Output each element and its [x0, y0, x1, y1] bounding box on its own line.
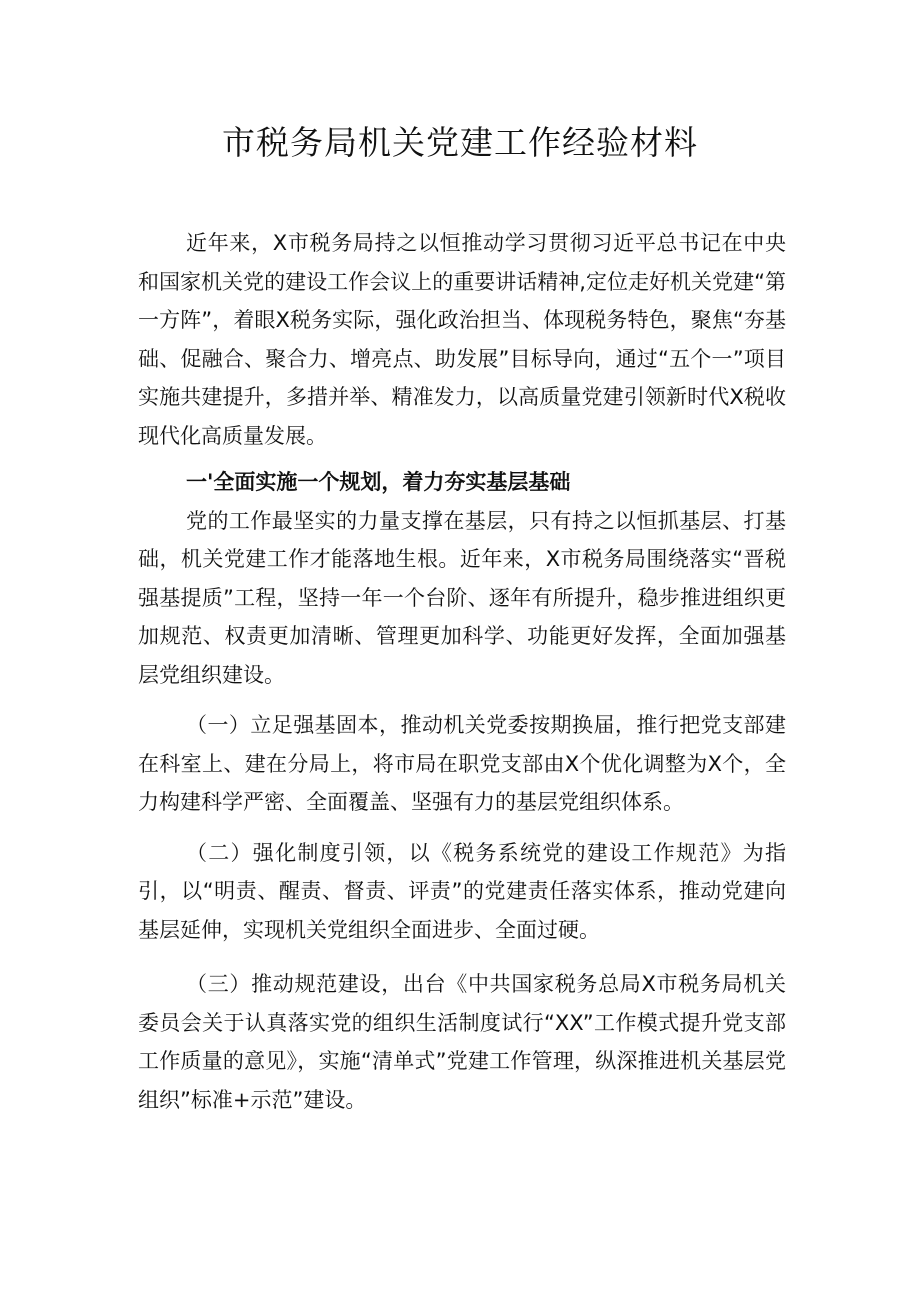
- item-paragraph-3: （三）推动规范建设，出台《中共国家税务总局X市税务局机关委员会关于认真落实党的组织生活制度试行“XX”工作模式提升党支部工作质量的意见》，实施“清单式”党建工作管理，纵深推进机关基层党组织”标准+示范”建设。: [138, 972, 786, 1112]
- section-heading: 一'全面实施一个规划，着力夯实基层基础: [186, 470, 571, 494]
- item-paragraph-2: （二）强化制度引领，以《税务系统党的建设工作规范》为指引，以“明责、醒责、督责、评责”的党建责任落实体系，推动党建向基层延伸，实现机关党组织全面进步、全面过硬。: [138, 840, 786, 942]
- intro-paragraph: 近年来，X市税务局持之以恒推动学习贯彻习近平总书记在中央和国家机关党的建设工作会议上的重要讲话精神,定位走好机关党建“第一方阵”，着眼X税务实际，强化政治担当、体现税务特色，聚焦“夯基础、促融合、聚合力、增亮点、助发展”目标导向，通过“五个一”项目实施共建提升，多措并举、精准发力，以高质量党建引领新时代X税收现代化高质量发展。: [138, 231, 786, 448]
- document-body: [138, 224, 786, 1119]
- item-paragraph-1: （一）立足强基固本，推动机关党委按期换届，推行把党支部建在科室上、建在分局上，将市局在职党支部由X个优化调整为X个，全力构建科学严密、全面覆盖、坚强有力的基层党组织体系。: [138, 713, 786, 814]
- page-title: 市税务局机关党建工作经验材料: [222, 123, 698, 162]
- section-paragraph: 党的工作最坚实的力量支撑在基层，只有持之以恒抓基层、打基础，机关党建工作才能落地生根。近年来，X市税务局围绕落实“晋税强基提质”工程，坚持一年一个台阶、逐年有所提升，稳步推进组织更加规范、权责更加清晰、管理更加科学、功能更好发挥，全面加强基层党组织建设。: [138, 508, 786, 687]
